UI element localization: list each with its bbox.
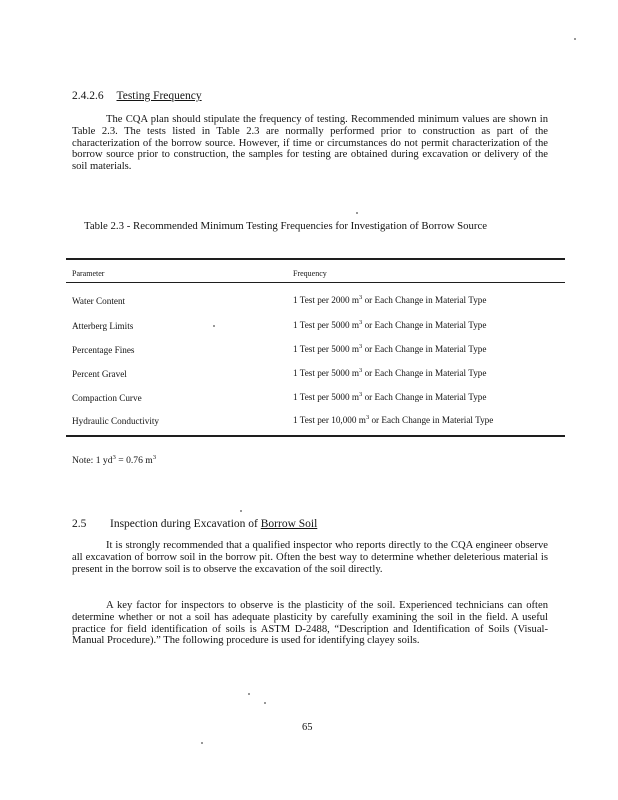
table-row-parameter: Water Content (72, 296, 126, 306)
paragraph-text: It is strongly recommended that a qualified inspector who reports directly to the CQA engineer observe all excavation of borrow soil in the borrow pit. Often the best way to determine whether deleterious material is present in the borrow soil is to observe the excavation of the soil directly. (72, 540, 548, 575)
section-number: 2.4.2.6 (72, 90, 104, 102)
paragraph-text: A key factor for inspectors to observe is the plasticity of the soil. Experienced technicians can often determine whether or not a soil has adequate plasticity by carefully examining the soil in the field. A useful practice for field identification of soils is ASTM D-2488, “Description and Identification of Soils (Visual-Manual Procedure).” The following procedure is used for identifying clayey soils. (72, 600, 548, 647)
table-header-rule (66, 282, 565, 283)
table-row-frequency: 1 Test per 2000 $m^3$ or Each Change in Material Type (293, 294, 487, 305)
page-number: 65 (302, 722, 313, 733)
inspection-paragraph-2 (72, 600, 548, 647)
section-title: Testing Frequency (116, 90, 202, 102)
scan-speck (574, 38, 576, 40)
table-row-parameter: Atterberg Limits (72, 321, 134, 331)
table-caption: Table 2.3 - Recommended Minimum Testing Frequencies for Investigation of Borrow Source (84, 220, 488, 232)
section-heading-2-4-2-6 (72, 90, 202, 102)
table-row-frequency: 1 Test per 5000 $m^3$ or Each Change in Material Type (293, 343, 487, 354)
testing-frequency-paragraph (72, 114, 548, 173)
table-row-frequency: 1 Test per 5000 $m^3$ or Each Change in Material Type (293, 367, 487, 378)
scan-speck (356, 212, 358, 214)
table-header-frequency: Frequency (293, 269, 327, 278)
inspection-paragraph-1 (72, 540, 548, 575)
section-heading-2-5 (72, 518, 317, 530)
scan-speck (201, 742, 203, 744)
scan-speck (264, 702, 266, 704)
table-row-frequency: 1 Test per 5000 $m^3$ or Each Change in Material Type (293, 319, 487, 330)
section-title-underlined: Borrow Soil (260, 518, 318, 530)
table-top-rule (66, 258, 565, 260)
table-row-frequency: 1 Test per 10,000 $m^3$ or Each Change in Material Type (293, 414, 494, 425)
scan-speck (240, 510, 242, 512)
table-row-frequency: 1 Test per 5000 $m^3$ or Each Change in Material Type (293, 391, 487, 402)
table-row-parameter: Hydraulic Conductivity (72, 416, 160, 426)
table-header-parameter: Parameter (72, 269, 105, 278)
paragraph-text: The CQA plan should stipulate the frequency of testing. Recommended minimum values are shown in Table 2.3. The tests listed in Table 2.3 are normally performed prior to construction as part of the characterization of the borrow source. However, if time or circumstances do not permit characterization of the borrow source prior to construction, the samples for testing are obtained during excavation or delivery of the soil materials. (72, 114, 548, 173)
table-bottom-rule (66, 435, 565, 437)
section-title: Inspection during Excavation of (110, 518, 261, 530)
scan-speck (248, 693, 250, 695)
section-number: 2.5 (72, 518, 87, 530)
table-row-parameter: Compaction Curve (72, 393, 142, 403)
scan-speck (213, 325, 215, 327)
table-row-parameter: Percent Gravel (72, 369, 127, 379)
table-note: Note: 1 $yd^3 = 0.76$ $m^3$ (72, 454, 157, 466)
table-row-parameter: Percentage Fines (72, 345, 135, 355)
